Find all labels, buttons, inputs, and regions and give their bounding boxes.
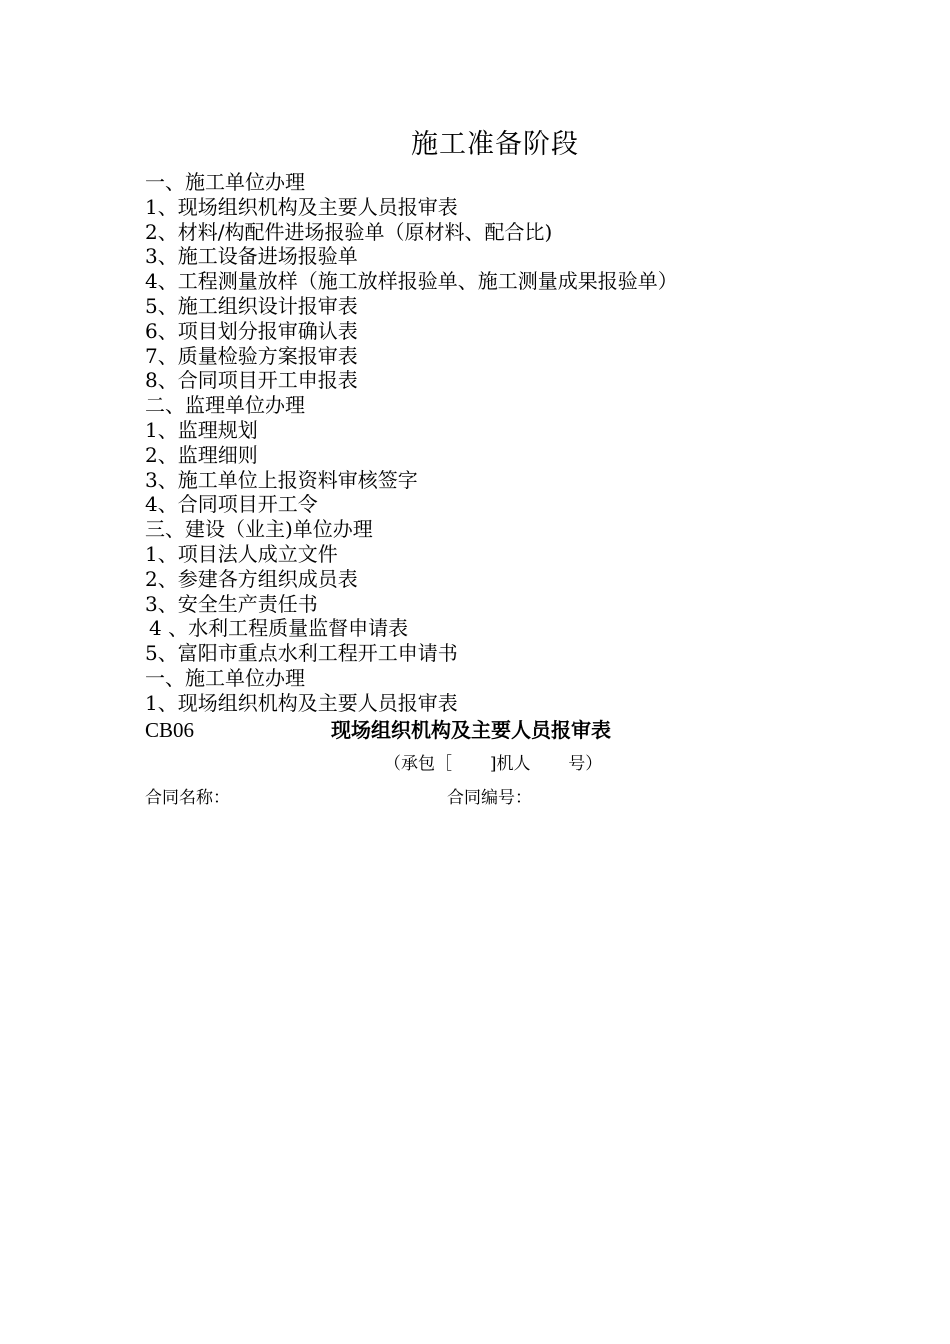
section-heading: 二、监理单位办理 bbox=[145, 393, 305, 418]
list-item: 2、材料/构配件进场报验单（原材料、配合比) bbox=[145, 219, 553, 244]
list-item: 4 、水利工程质量监督申请表 bbox=[149, 616, 409, 641]
list-item: 1、现场组织机构及主要人员报审表 bbox=[145, 194, 458, 219]
section-heading: 一、施工单位办理 bbox=[145, 170, 305, 194]
form-title: 现场组织机构及主要人员报审表 bbox=[331, 718, 611, 742]
list-item: 2、监理细则 bbox=[145, 442, 258, 467]
page-title: 施工准备阶段 bbox=[411, 129, 579, 160]
contract-number-label: 合同编号： bbox=[447, 788, 532, 808]
list-item: 6、项目划分报审确认表 bbox=[145, 318, 358, 343]
list-item: 5、富阳市重点水利工程开工申请书 bbox=[145, 641, 458, 666]
list-item: 4、工程测量放样（施工放样报验单、施工测量成果报验单） bbox=[145, 269, 678, 294]
section-heading: 一、施工单位办理 bbox=[145, 665, 305, 690]
form-code: CB06 bbox=[145, 718, 195, 742]
list-item: 5、施工组织设计报审表 bbox=[145, 293, 358, 318]
contract-name-label: 合同名称： bbox=[145, 788, 230, 808]
section-heading: 三、建设（业主)单位办理 bbox=[145, 517, 373, 542]
list-item: 3、施工设备进场报验单 bbox=[145, 244, 358, 269]
list-item: 4、合同项目开工令 bbox=[145, 492, 318, 517]
content-list bbox=[145, 170, 845, 716]
list-item: 1、监理规划 bbox=[145, 417, 258, 442]
list-item: 1、项目法人成立文件 bbox=[145, 541, 338, 566]
list-item: 2、参建各方组织成员表 bbox=[145, 566, 358, 591]
list-item: 8、合同项目开工申报表 bbox=[145, 368, 358, 393]
list-item: 7、质量检验方案报审表 bbox=[145, 343, 358, 368]
list-item: 1、现场组织机构及主要人员报审表 bbox=[145, 690, 458, 715]
form-header bbox=[145, 716, 845, 744]
list-item: 3、安全生产责任书 bbox=[145, 591, 318, 616]
list-item: 3、施工单位上报资料审核签字 bbox=[145, 467, 418, 492]
form-subtitle: （承包［ ]机人 号） bbox=[384, 754, 603, 774]
